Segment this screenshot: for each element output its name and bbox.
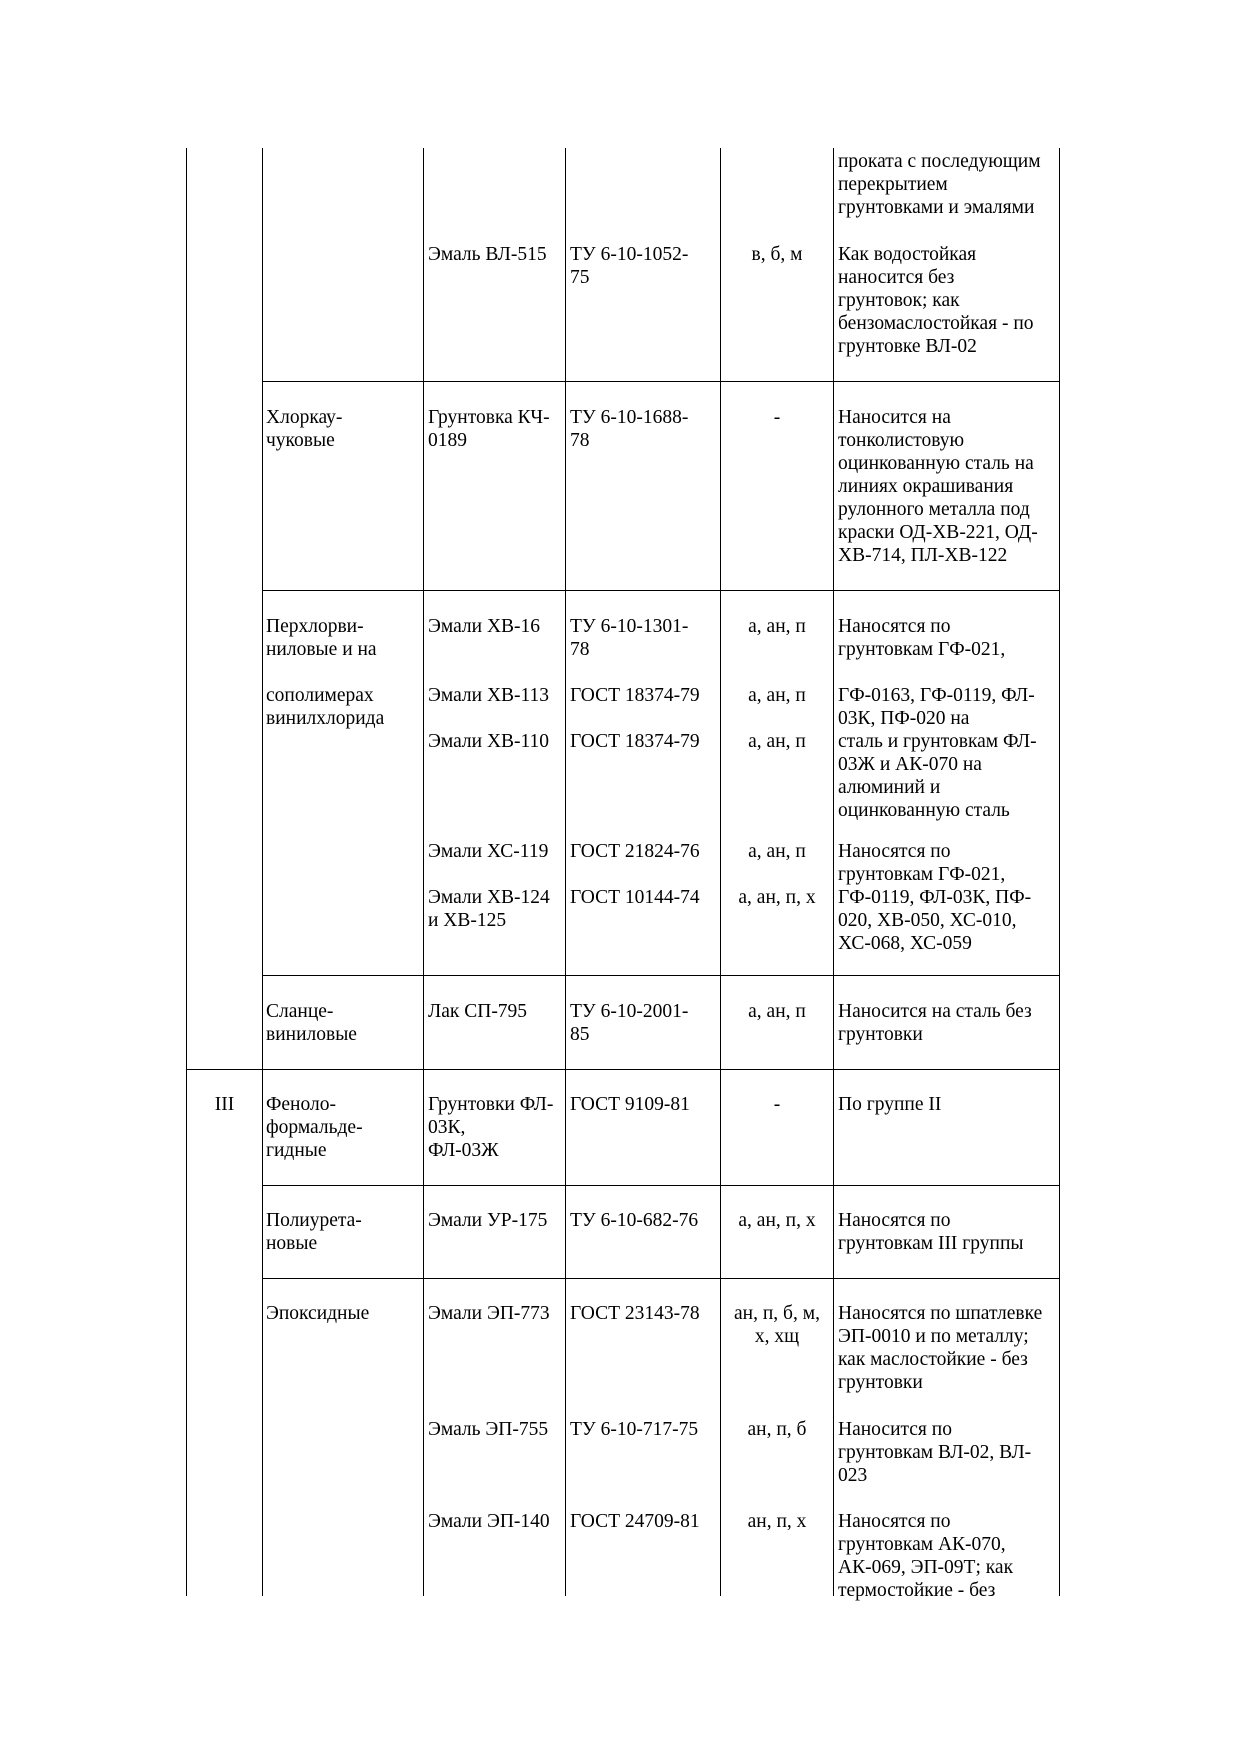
cell-note: Наносится по грунтовкам ВЛ-02, ВЛ- 023 xyxy=(838,1419,1032,1486)
border-left xyxy=(186,148,187,1596)
cell-material-type: Перхлорви- ниловые и на xyxy=(266,616,377,660)
row-divider xyxy=(262,381,1060,382)
cell-name: Эмали ХС-119 xyxy=(428,841,549,862)
cell-name: Эмаль ВЛ-515 xyxy=(428,244,547,265)
cell-colors: в, б, м xyxy=(751,244,803,265)
cell-colors: а, ан, п xyxy=(748,616,806,637)
cell-standard: ГОСТ 23143-78 xyxy=(570,1303,700,1324)
cell-material-type: Полиурета- новые xyxy=(266,1210,362,1254)
row-divider xyxy=(262,1185,1060,1186)
row-divider xyxy=(262,975,1060,976)
cell-material-type: Феноло- формальде- гидные xyxy=(266,1094,363,1161)
cell-standard: ТУ 6-10-2001- 85 xyxy=(570,1001,689,1045)
cell-colors: ан, п, х xyxy=(747,1511,807,1532)
cell-name: Эмали УР-175 xyxy=(428,1210,548,1231)
border-col1 xyxy=(262,148,263,1596)
cell-group: III xyxy=(214,1094,235,1115)
cell-note: Наносятся по грунтовкам АК-070, АК-069, ЭП-09Т; как термостойкие - без xyxy=(838,1511,1014,1601)
cell-name: Грунтовки ФЛ- 03К, ФЛ-03Ж xyxy=(428,1094,554,1161)
cell-standard: ГОСТ 18374-79 xyxy=(570,731,700,752)
cell-name: Эмаль ЭП-755 xyxy=(428,1419,549,1440)
border-col3 xyxy=(565,148,566,1596)
cell-colors: а, ан, п xyxy=(748,685,806,706)
cell-colors: а, ан, п, х xyxy=(738,887,816,908)
cell-material-type: сополимерах винилхлорида xyxy=(266,685,385,729)
cell-standard: ГОСТ 10144-74 xyxy=(570,887,700,908)
cell-colors: - xyxy=(773,407,781,428)
cell-colors: ан, п, б, м, х, хщ xyxy=(734,1303,820,1347)
cell-standard: ТУ 6-10-682-76 xyxy=(570,1210,699,1231)
cell-standard: ГОСТ 21824-76 xyxy=(570,841,700,862)
cell-name: Лак СП-795 xyxy=(428,1001,528,1022)
cell-standard: ГОСТ 24709-81 xyxy=(570,1511,700,1532)
cell-standard: ГОСТ 9109-81 xyxy=(570,1094,690,1115)
cell-note: Наносятся по грунтовкам ГФ-021, xyxy=(838,841,1006,885)
cell-note: Наносится на тонколистовую оцинкованную сталь на линиях окрашивания рулонного металла под краски ОД-ХВ-221, ОД- ХВ-714, ПЛ-ХВ-122 xyxy=(838,407,1038,566)
cell-name: Эмали ЭП-773 xyxy=(428,1303,550,1324)
cell-material-type: Сланце- виниловые xyxy=(266,1001,357,1045)
cell-name: Эмали ХВ-110 xyxy=(428,731,550,752)
cell-note: Наносится на сталь без грунтовки xyxy=(838,1001,1032,1045)
cell-colors: а, ан, п xyxy=(748,841,806,862)
cell-note: ГФ-0119, ФЛ-03К, ПФ- 020, ХВ-050, ХС-010, ХС-068, ХС-059 xyxy=(838,887,1032,954)
cell-name: Эмали ХВ-16 xyxy=(428,616,541,637)
cell-note: проката с последующим перекрытием грунтовками и эмалями xyxy=(838,151,1041,218)
row-divider xyxy=(262,1278,1060,1279)
cell-note: Как водостойкая наносится без грунтовок; как бензомаслостойкая - по грунтовке ВЛ-02 xyxy=(838,244,1034,357)
cell-colors: ан, п, б xyxy=(747,1419,807,1440)
cell-name: Эмали ХВ-124 и ХВ-125 xyxy=(428,887,550,931)
cell-material-type: Эпоксидные xyxy=(266,1303,370,1324)
cell-name: Эмали ХВ-113 xyxy=(428,685,550,706)
cell-standard: ГОСТ 18374-79 xyxy=(570,685,700,706)
cell-standard: ТУ 6-10-717-75 xyxy=(570,1419,699,1440)
border-col2 xyxy=(423,148,424,1596)
cell-colors: а, ан, п xyxy=(748,1001,806,1022)
cell-colors: а, ан, п xyxy=(748,731,806,752)
cell-name: Эмали ЭП-140 xyxy=(428,1511,550,1532)
cell-note: Наносятся по шпатлевке ЭП-0010 и по металлу; как маслостойкие - без грунтовки xyxy=(838,1303,1043,1393)
cell-note: Наносятся по грунтовкам III группы xyxy=(838,1210,1024,1254)
cell-note: По группе II xyxy=(838,1094,942,1115)
cell-note: ГФ-0163, ГФ-0119, ФЛ- 03К, ПФ-020 на xyxy=(838,685,1035,729)
cell-name: Грунтовка КЧ- 0189 xyxy=(428,407,550,451)
row-divider xyxy=(186,1069,1060,1070)
cell-note: Наносятся по грунтовкам ГФ-021, xyxy=(838,616,1006,660)
row-divider xyxy=(262,590,1060,591)
border-right xyxy=(1059,148,1060,1596)
cell-colors: - xyxy=(773,1094,781,1115)
border-col5 xyxy=(833,148,834,1596)
cell-standard: ТУ 6-10-1052- 75 xyxy=(570,244,689,288)
cell-standard: ТУ 6-10-1301- 78 xyxy=(570,616,689,660)
cell-material-type: Хлоркау- чуковые xyxy=(266,407,343,451)
border-col4 xyxy=(720,148,721,1596)
cell-colors: а, ан, п, х xyxy=(738,1210,816,1231)
cell-standard: ТУ 6-10-1688- 78 xyxy=(570,407,689,451)
cell-note: сталь и грунтовкам ФЛ- 03Ж и АК-070 на алюминий и оцинкованную сталь xyxy=(838,731,1037,821)
